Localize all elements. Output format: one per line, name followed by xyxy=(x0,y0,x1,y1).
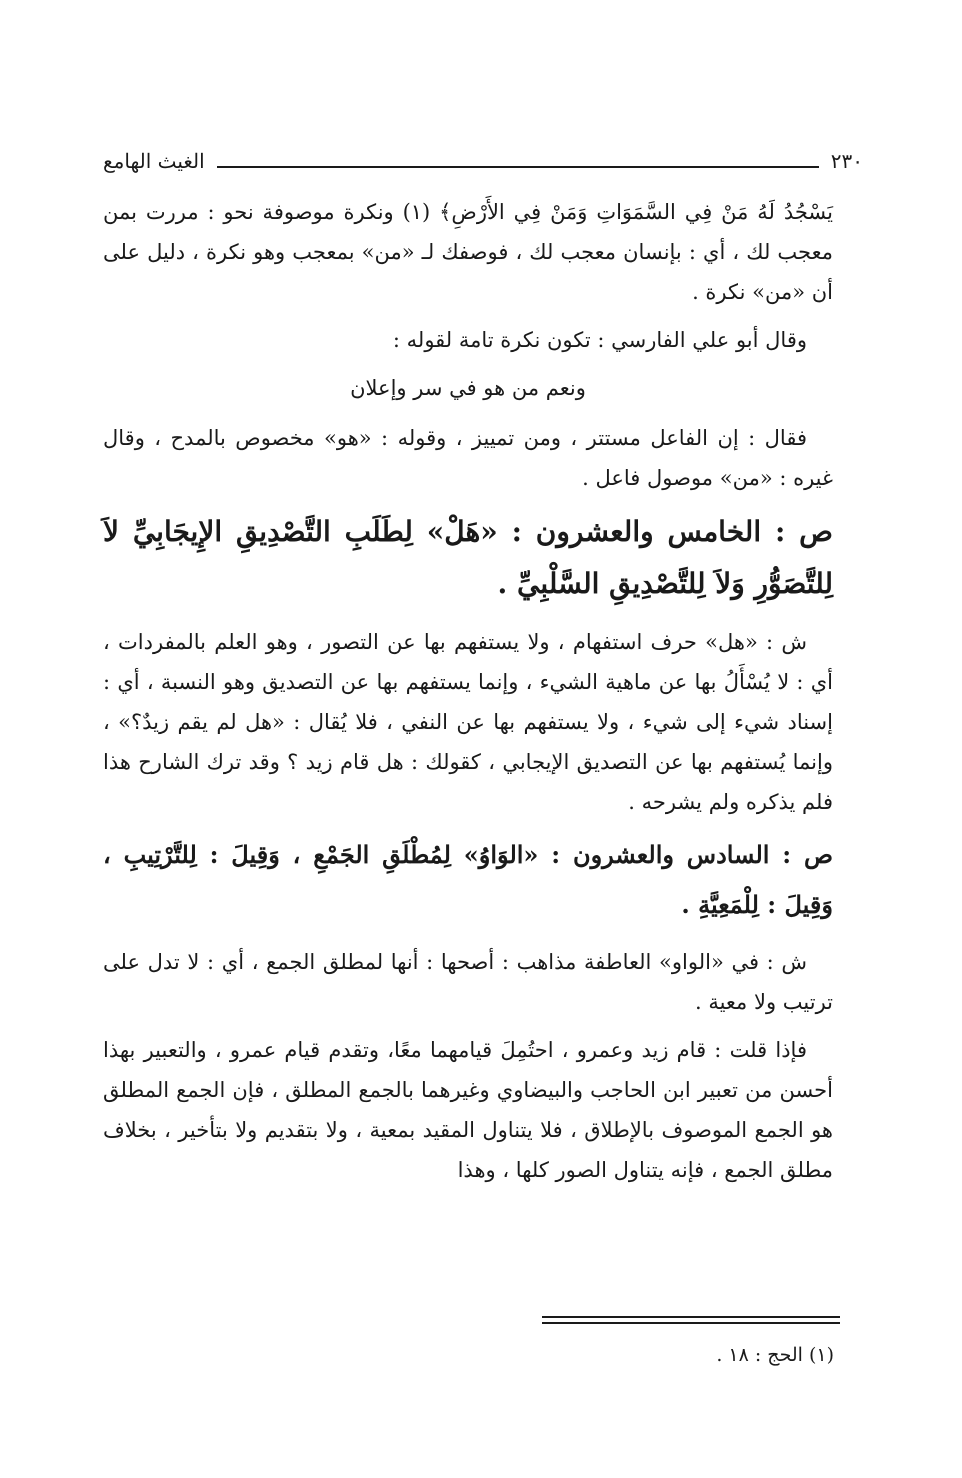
running-title: الغيث الهامع xyxy=(103,149,205,173)
paragraph-3: فقال : إن الفاعل مستتر ، ومن تمييز ، وقوله : «هو» مخصوص بالمدح ، وقال غيره : «من» موصول فاعل . xyxy=(103,426,833,490)
footnote-separator xyxy=(542,1316,840,1324)
page-number: ٢٣٠ xyxy=(830,149,863,173)
matn-25: ص : الخامس والعشرون : «هَلْ» لِطَلَبِ التَّصْدِيقِ الإِيجَابِيِّ لاَ لِلتَّصَوُّرِ وَلاَ لِلتَّصْدِيقِ السَّلْبِيِّ . xyxy=(103,515,833,600)
header-rule xyxy=(217,166,819,168)
paragraph-2: وقال أبو علي الفارسي : تكون نكرة تامة لقوله : xyxy=(392,328,807,352)
footnote: (١) الحج : ١٨ . xyxy=(716,1344,834,1366)
poetry-verse: ونعم من هو في سر وإعلان xyxy=(350,376,586,400)
page-header xyxy=(103,138,863,172)
sharh-26: ش : في «الواو» العاطفة مذاهب : أصحها : أنها لمطلق الجمع ، أي : لا تدل على ترتيب ولا معية . xyxy=(103,950,833,1014)
page-body xyxy=(103,192,833,1198)
paragraph-final: فإذا قلت : قام زيد وعمرو ، احتُمِلَ قيامهما معًا، وتقدم قيام عمرو ، والتعبير بهذا أحسن من تعبير ابن الحاجب والبيضاوي وغيرهما بالجمع المطلق ، فإن الجمع المطلق هو الجمع الموصوف بالإطلاق ، فلا يتناول المقيد بمعية ، ولا بتقديم ولا بتأخير ، بخلاف مطلق الجمع ، فإنه يتناول الصور كلها ، وهذا xyxy=(103,1038,833,1182)
matn-26: ص : السادس والعشرون : «الوَاوُ» لِمُطْلَقِ الجَمْعِ ، وَقِيلَ : لِلتَّرْتِيبِ ، وَقِيلَ : لِلْمَعِيَّةِ . xyxy=(103,840,833,919)
sharh-25: ش : «هل» حرف استفهام ، ولا يستفهم بها عن التصور ، وهو العلم بالمفردات ، أي : لا يُسْأَلُ بها عن ماهية الشيء ، وإنما يستفهم بها عن التصديق وهو النسبة ، أي : إسناد شيء إلى شيء ، ولا يستفهم بها عن النفي ، فلا يُقال : «هل لم يقم زيدٌ؟» ، وإنما يُستفهم بها عن التصديق الإيجابي ، كقولك : هل قام زيد ؟ وقد ترك الشارح هذا فلم يذكره ولم يشرحه . xyxy=(103,630,833,814)
paragraph-1: يَسْجُدُ لَهُ مَنْ فِي السَّمَوَاتِ وَمَنْ فِي الأَرْضِ﴾ (١) ونكرة موصوفة نحو : مررت بمن معجب لك ، أي : بإنسان معجب لك ، فوصفك لـ «من» بمعجب وهو نكرة ، دليل على أن «من» نكرة . xyxy=(103,200,833,304)
